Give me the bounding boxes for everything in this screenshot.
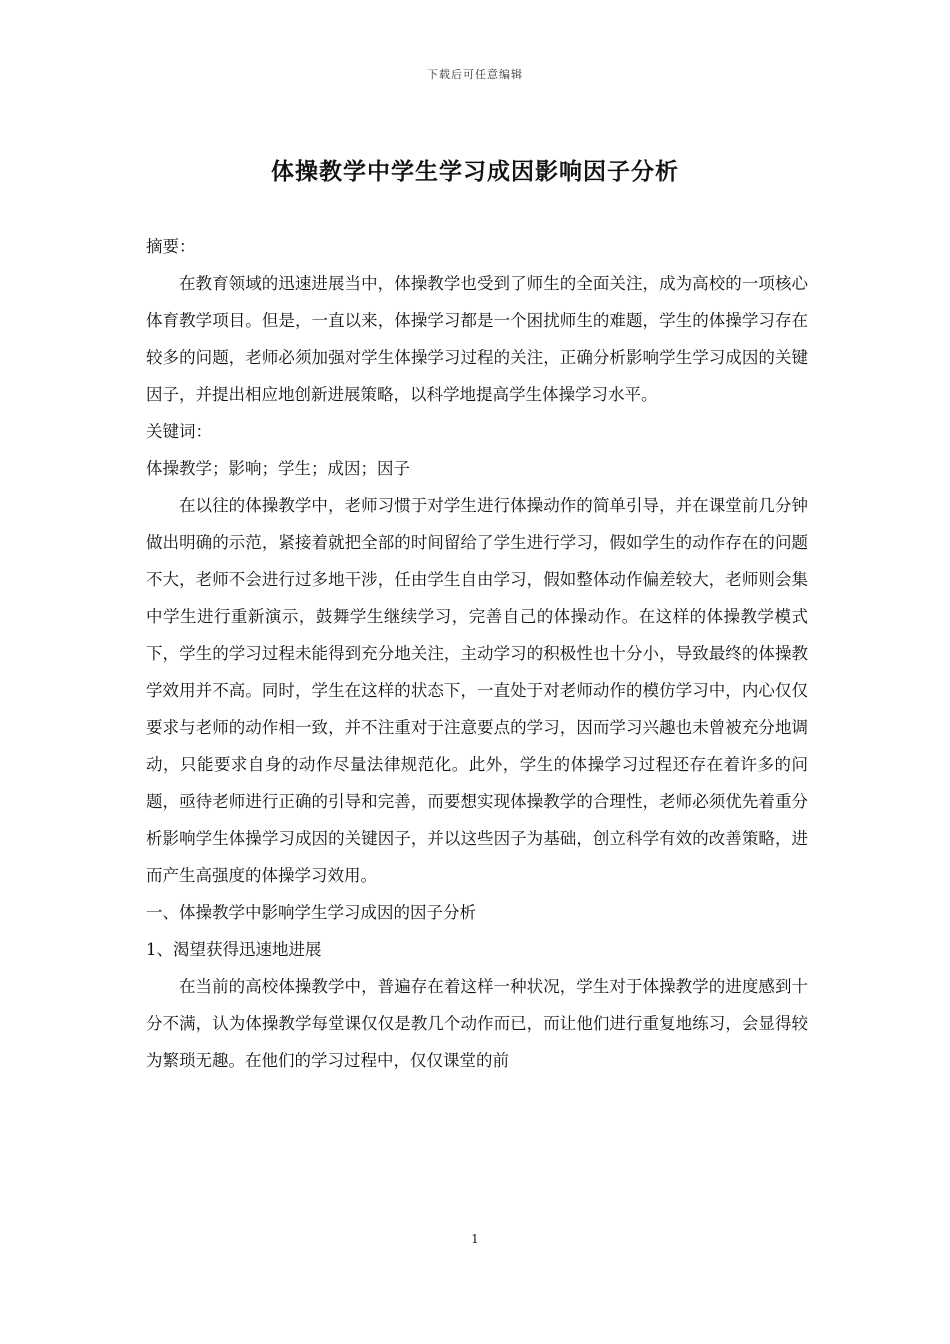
page-number: 1 [471, 1232, 479, 1246]
subsection-paragraph: 在当前的高校体操教学中，普遍存在着这样一种状况，学生对于体操教学的进度感到十分不满，认为体操教学每堂课仅仅是教几个动作而已，而让他们进行重复地练习，会显得较为繁琐无趣。在他们的学习过程中，仅仅课堂的前 [146, 977, 808, 1070]
abstract-label: 摘要： [146, 237, 196, 256]
abstract-paragraph: 在教育领域的迅速进展当中，体操教学也受到了师生的全面关注，成为高校的一项核心体育教学项目。但是，一直以来，体操学习都是一个困扰师生的难题，学生的体操学习存在较多的问题，老师必须加强对学生体操学习过程的关注，正确分析影响学生学习成因的关键因子，并提出相应地创新进展策略，以科学地提高学生体操学习水平。 [146, 274, 808, 404]
subsection-heading: 1、渴望获得迅速地进展 [146, 940, 322, 959]
keywords-text: 体操教学；影响；学生；成因；因子 [146, 459, 410, 478]
document-body [146, 228, 808, 1079]
document-title: 体操教学中学生学习成因影响因子分析 [271, 159, 679, 185]
header-note: 下载后可任意编辑 [427, 68, 523, 81]
intro-paragraph: 在以往的体操教学中，老师习惯于对学生进行体操动作的简单引导，并在课堂前几分钟做出明确的示范，紧接着就把全部的时间留给了学生进行学习，假如学生的动作存在的问题不大，老师不会进行过多地干涉，任由学生自由学习，假如整体动作偏差较大，老师则会集中学生进行重新演示，鼓舞学生继续学习，完善自己的体操动作。在这样的体操教学模式下，学生的学习过程未能得到充分地关注，主动学习的积极性也十分小，导致最终的体操教学效用并不高。同时，学生在这样的状态下，一直处于对老师动作的模仿学习中，内心仅仅要求与老师的动作相一致，并不注重对于注意要点的学习，因而学习兴趣也未曾被充分地调动，只能要求自身的动作尽量法律规范化。此外，学生的体操学习过程还存在着许多的问题，亟待老师进行正确的引导和完善，而要想实现体操教学的合理性，老师必须优先着重分析影响学生体操学习成因的关键因子，并以这些因子为基础，创立科学有效的改善策略，进而产生高强度的体操学习效用。 [146, 496, 808, 885]
section-heading: 一、体操教学中影响学生学习成因的因子分析 [146, 903, 476, 922]
keywords-label: 关键词： [146, 422, 212, 441]
